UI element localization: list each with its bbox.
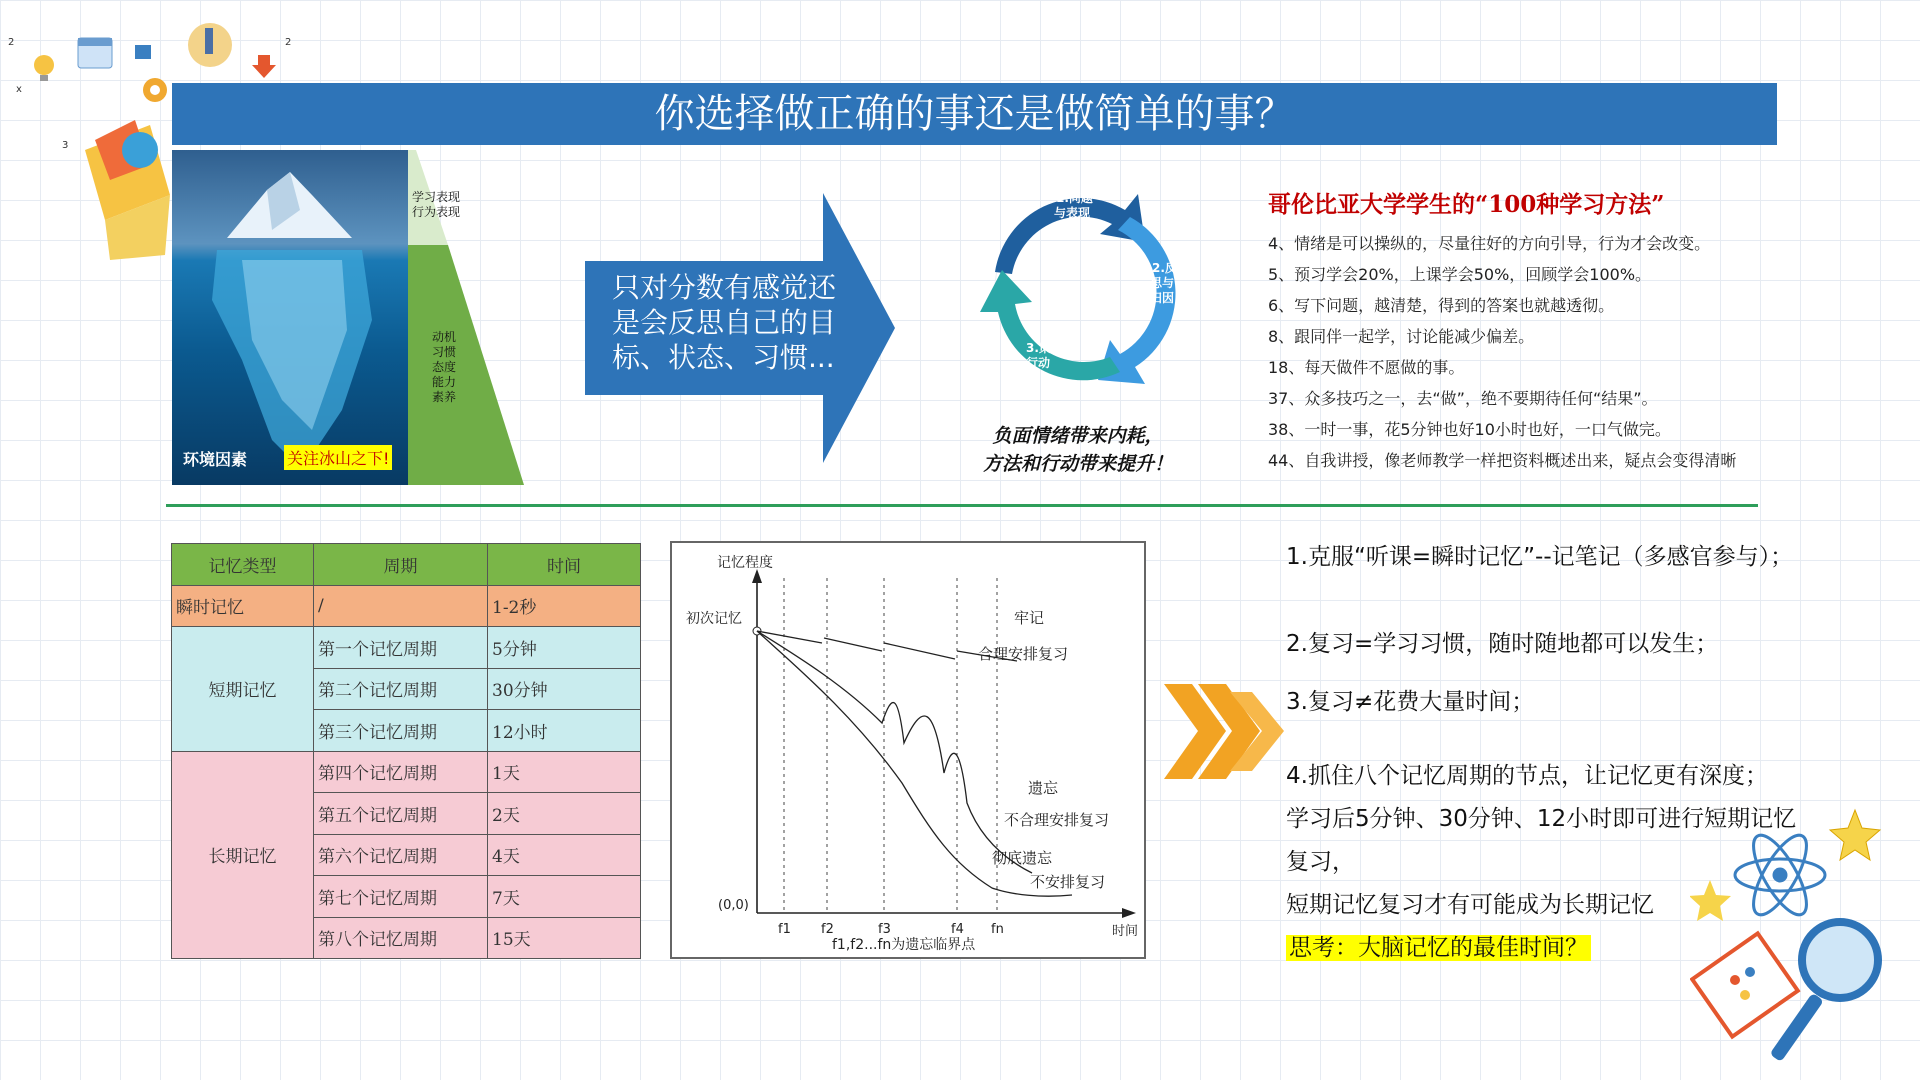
tick-f3: f3	[878, 922, 891, 937]
iceberg-image	[172, 150, 408, 485]
label-literacy: 素养	[432, 390, 457, 404]
label-total-forget: 彻底遗忘	[992, 849, 1053, 867]
tick-f1: f1	[778, 922, 791, 937]
curve-xlabel: 时间	[1112, 924, 1139, 939]
list-item: 5、预习学会20%，上课学会50%，回顾学会100%。	[1268, 265, 1652, 284]
cell-type: 长期记忆	[172, 751, 314, 959]
cycle-step3-line2: 行动	[1026, 356, 1051, 370]
microscope-icon	[188, 23, 232, 67]
list-item: 8、跟同伴一起学，讨论能减少偏差。	[1268, 327, 1535, 346]
label-firm: 牢记	[1014, 609, 1045, 627]
svg-text:3: 3	[62, 140, 69, 151]
cell-time: 15天	[488, 917, 641, 959]
columbia-methods-list	[1268, 228, 1788, 476]
think-question-highlight: 思考：大脑记忆的最佳时间？	[1286, 935, 1591, 961]
cycle-caption-line2: 方法和行动带来提升！	[982, 453, 1173, 475]
pyramid-label-top	[412, 190, 460, 220]
idea-bulb-icon	[34, 55, 54, 81]
table-row	[172, 627, 641, 669]
cycle-caption-line1: 负面情绪带来内耗，	[992, 425, 1164, 447]
svg-text:x: x	[16, 84, 22, 95]
cell-period: 第四个记忆周期	[314, 751, 488, 793]
cycle-step1-line2: 与表现	[1054, 206, 1091, 220]
label-no-review: 不安排复习	[1030, 873, 1106, 891]
label-habit: 习惯	[432, 345, 457, 359]
label-unreasonable-review: 不合理安排复习	[1004, 811, 1110, 829]
cell-time: 2天	[488, 793, 641, 835]
y-axis-arrowhead	[752, 569, 762, 583]
forgetting-curve-diagram	[670, 541, 1146, 959]
page-title: 你选择做正确的事还是做简单的事？	[172, 83, 1777, 145]
cell-period: 第七个记忆周期	[314, 876, 488, 918]
note-2: 2.复习=学习习惯，随时随地都可以发生；	[1286, 631, 1719, 657]
cell-time: 4天	[488, 834, 641, 876]
star-icon	[1690, 880, 1731, 921]
book-stack-icon	[85, 120, 170, 260]
down-arrow-icon	[252, 55, 276, 78]
label-reasonable-review: 合理安排复习	[978, 645, 1069, 663]
list-item: 18、每天做件不愿做的事。	[1268, 358, 1465, 377]
header-period: 周期	[314, 544, 488, 586]
cell-period: 第一个记忆周期	[314, 627, 488, 669]
cycle-step2-line1: 2.反	[1152, 261, 1177, 275]
star-icon	[1830, 810, 1880, 860]
label-attitude: 态度	[432, 360, 457, 374]
curve-ylabel: 记忆程度	[717, 555, 773, 571]
cycle-step2-line2: 思与	[1150, 276, 1175, 290]
unreasonable-review-curve	[757, 631, 1032, 873]
table-header-row	[172, 544, 641, 586]
focus-below-iceberg-label: 关注冰山之下!	[284, 445, 392, 470]
double-chevron-icon	[1164, 684, 1288, 779]
critical-point-lines	[784, 578, 997, 913]
label-ability: 能力	[432, 375, 457, 389]
tick-f2: f2	[821, 922, 834, 937]
cell-period: 第三个记忆周期	[314, 710, 488, 752]
note-3: 3.复习≠花费大量时间；	[1286, 689, 1535, 715]
note-4-line3: 短期记忆复习才有可能成为长期记忆	[1286, 892, 1654, 918]
note-4-line2: 学习后5分钟、30分钟、12小时即可进行短期记忆复习，	[1286, 806, 1797, 875]
cell-type: 瞬时记忆	[172, 585, 314, 627]
science-decoration-bottomright	[1690, 800, 1920, 1080]
columbia-title: 哥伦比亚大学学生的“100种学习方法”	[1268, 191, 1665, 218]
memory-cycle-table	[171, 543, 641, 959]
environment-label: 环境因素	[183, 450, 248, 469]
cell-time: 7天	[488, 876, 641, 918]
cell-time: 12小时	[488, 710, 641, 752]
list-item: 44、自我讲授，像老师教学一样把资料概述出来，疑点会变得清晰	[1268, 451, 1737, 470]
label-forget: 遗忘	[1028, 779, 1059, 797]
label-motivation: 动机	[432, 330, 457, 344]
list-item: 37、众多技巧之一，去“做”，绝不要期待任何“结果”。	[1268, 389, 1658, 408]
cell-period: 第六个记忆周期	[314, 834, 488, 876]
cell-period: /	[314, 585, 488, 627]
cycle-step3-line1: 3.策略与	[1026, 341, 1075, 355]
tick-f4: f4	[951, 922, 964, 937]
svg-text:2: 2	[285, 37, 292, 48]
calendar-icon	[78, 38, 112, 68]
abacus-icon	[1692, 933, 1798, 1036]
curve-caption: f1,f2...fn为遗忘临界点	[832, 937, 976, 953]
note-4-line1: 4.抓住八个记忆周期的节点，让记忆更有深度；	[1286, 763, 1768, 789]
label-behavior-performance: 行为表现	[412, 205, 461, 219]
svg-text:2: 2	[8, 37, 15, 48]
tick-fn: fn	[991, 922, 1004, 937]
reflection-cycle-diagram	[960, 172, 1205, 407]
table-row	[172, 585, 641, 627]
cell-period: 第五个记忆周期	[314, 793, 488, 835]
cell-time: 1-2秒	[488, 585, 641, 627]
list-item: 6、写下问题，越清楚，得到的答案也就越透彻。	[1268, 296, 1615, 315]
pyramid-label-bottom	[432, 330, 456, 405]
cell-type: 短期记忆	[172, 627, 314, 752]
cell-period: 第二个记忆周期	[314, 668, 488, 710]
cycle-step1-line1: 1.问题	[1056, 191, 1093, 205]
table-row	[172, 751, 641, 793]
curve-origin-label: (0,0)	[718, 898, 749, 913]
x-axis-arrowhead	[1122, 908, 1136, 918]
list-item: 4、情绪是可以操纵的，尽量往好的方向引导，行为才会改变。	[1268, 234, 1711, 253]
section-divider	[166, 504, 1758, 507]
note-1: 1.克服“听课=瞬时记忆”--记笔记（多感官参与）；	[1286, 544, 1794, 570]
iceberg-graphic	[172, 150, 408, 485]
cell-period: 第八个记忆周期	[314, 917, 488, 959]
cell-time: 1天	[488, 751, 641, 793]
curve-initial-label: 初次记忆	[686, 611, 742, 627]
list-item: 38、一时一事，花5分钟也好10小时也好，一口气做完。	[1268, 420, 1671, 439]
cell-time: 30分钟	[488, 668, 641, 710]
forgetting-curve-graphic	[672, 543, 1144, 957]
header-time: 时间	[488, 544, 641, 586]
header-memory-type: 记忆类型	[172, 544, 314, 586]
gear-icon	[143, 78, 167, 102]
arrow-text: 只对分数有感觉还是会反思自己的目标、状态、习惯...	[612, 271, 837, 374]
cell-time: 5分钟	[488, 627, 641, 669]
label-learning-performance: 学习表现	[412, 190, 461, 204]
atom-icon	[1735, 828, 1825, 922]
cycle-step2-line3: 归因	[1150, 291, 1175, 305]
lock-icon	[135, 45, 151, 59]
cycle-caption	[958, 422, 1198, 478]
